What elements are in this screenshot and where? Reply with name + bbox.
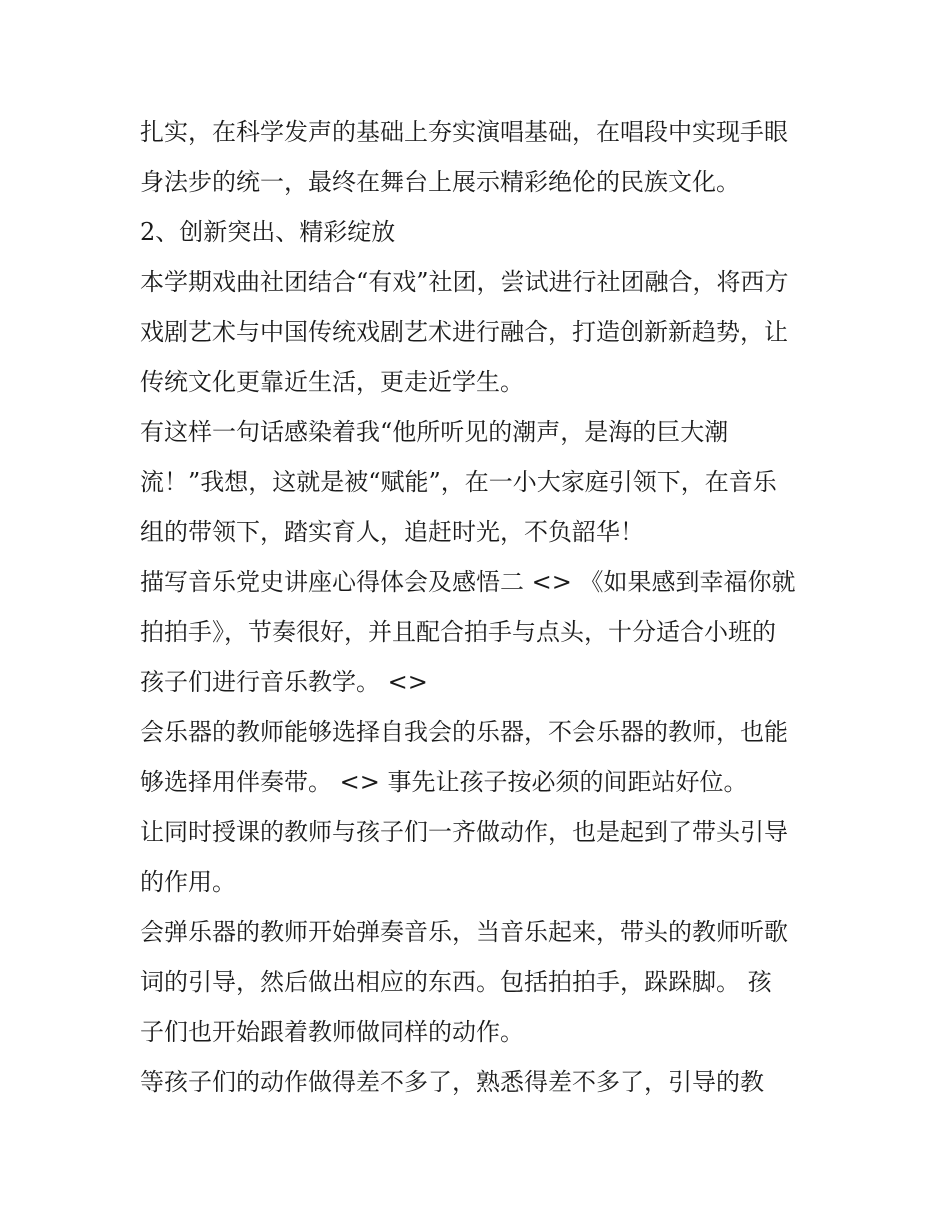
text-line: 词的引导，然后做出相应的东西。包括拍拍手，跺跺脚。 孩 [140, 968, 772, 996]
text-line: 让同时授课的教师与孩子们一齐做动作，也是起到了带头引导 [140, 818, 788, 846]
text-line: 传统文化更靠近生活，更走近学生。 [140, 368, 524, 396]
text-line: 会弹乐器的教师开始弹奏音乐，当音乐起来，带头的教师听歌 [140, 918, 788, 946]
text-line: 孩子们进行音乐教学。 <> [140, 668, 428, 696]
text-line: 戏剧艺术与中国传统戏剧艺术进行融合，打造创新新趋势，让 [140, 318, 788, 346]
text-line: 会乐器的教师能够选择自我会的乐器，不会乐器的教师，也能 [140, 718, 788, 746]
text-line: 身法步的统一，最终在舞台上展示精彩绝伦的民族文化。 [140, 168, 740, 196]
text-line: 拍拍手》，节奏很好，并且配合拍手与点头，十分适合小班的 [140, 618, 776, 646]
section-heading: 2、创新突出、精彩绽放 [140, 218, 396, 246]
text-line: 描写音乐党史讲座心得体会及感悟二 <> 《如果感到幸福你就 [140, 568, 796, 596]
text-line: 本学期戏曲社团结合“有戏”社团，尝试进行社团融合，将西方 [140, 268, 789, 296]
text-line: 的作用。 [140, 868, 236, 896]
document-body [140, 107, 820, 1107]
text-line: 组的带领下，踏实育人，追赶时光，不负韶华！ [140, 518, 644, 546]
text-line: 够选择用伴奏带。 <> 事先让孩子按必须的间距站好位。 [140, 768, 748, 796]
text-line: 等孩子们的动作做得差不多了，熟悉得差不多了，引导的教 [140, 1068, 764, 1096]
text-line: 流！”我想，这就是被“赋能”，在一小大家庭引领下，在音乐 [140, 468, 777, 496]
text-line: 扎实，在科学发声的基础上夯实演唱基础，在唱段中实现手眼 [140, 118, 788, 146]
text-line: 子们也开始跟着教师做同样的动作。 [140, 1018, 524, 1046]
text-line: 有这样一句话感染着我“他所听见的潮声，是海的巨大潮 [140, 418, 729, 446]
